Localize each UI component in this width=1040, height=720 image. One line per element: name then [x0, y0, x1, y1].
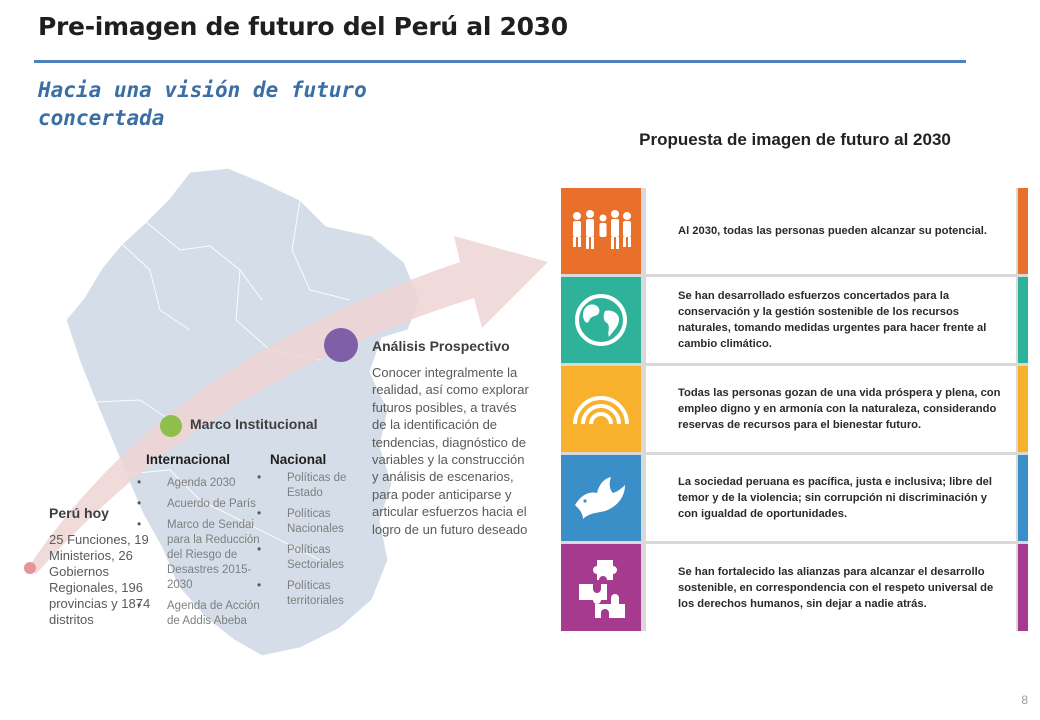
list-item: • Agenda 2030 — [167, 476, 269, 491]
analisis-body: Conocer integralmente la realidad, así como explorar futuros posibles, a través de la identificación de tendencias, diagnóstico de variables y la construcción y análisis de escenarios, para poder anticiparse y articular esfuerzos hacia el logro de un futuro deseado — [372, 365, 529, 537]
list-item: • Agenda de Acción de Addis Abeba — [167, 599, 269, 629]
vision-row — [561, 544, 1028, 631]
vision-text: Al 2030, todas las personas pueden alcanzar su potencial. — [646, 188, 1016, 274]
marco-heading: Marco Institucional — [190, 416, 318, 432]
peru-hoy-body: 25 Funciones, 19 Ministerios, 26 Gobiernos Regionales, 196 provincias y 1874 distritos — [49, 532, 151, 627]
list-item: • Políticas de Estado — [287, 471, 367, 501]
vision-text: Se han fortalecido las alianzas para alcanzar el desarrollo sostenible, en correspondencia con el respeto universal de los derechos humanos, sin dejar a nadie atrás. — [646, 544, 1016, 631]
rainbow-icon — [561, 366, 641, 452]
vision-row — [561, 188, 1028, 274]
people-icon — [561, 188, 641, 274]
vision-row — [561, 455, 1028, 541]
dove-icon — [561, 455, 641, 541]
list-item: • Políticas Sectoriales — [287, 543, 367, 573]
puzzle-icon — [561, 544, 641, 631]
list-item: • Políticas territoriales — [287, 579, 367, 609]
internacional-heading: Internacional — [146, 452, 231, 467]
page-subtitle: Hacia una visión de futuro concertada — [38, 78, 367, 130]
analisis-heading: Análisis Prospectivo — [372, 338, 510, 354]
title-underline — [34, 60, 966, 63]
list-item: • Políticas Nacionales — [287, 507, 367, 537]
list-item: • Acuerdo de París — [167, 497, 269, 512]
dot-marco-institucional — [160, 415, 182, 437]
vision-panel — [561, 188, 1028, 631]
nacional-list — [287, 471, 367, 615]
vision-text: Todas las personas gozan de una vida próspera y plena, con empleo digno y en armonía con la naturaleza, considerando reservas de recursos para el bienestar futuro. — [646, 366, 1016, 452]
internacional-list — [167, 476, 269, 635]
page-number: 8 — [1021, 693, 1028, 707]
dot-peru-hoy — [24, 562, 36, 574]
vision-row — [561, 277, 1028, 363]
vision-text: Se han desarrollado esfuerzos concertados para la conservación y la gestión sostenible de los recursos naturales, tomando medidas urgentes para hacer frente al cambio climático. — [646, 277, 1016, 363]
list-item: • Marco de Sendai para la Reducción del Riesgo de Desastres 2015-2030 — [167, 518, 269, 593]
page-title: Pre-imagen de futuro del Perú al 2030 — [38, 12, 568, 41]
nacional-heading: Nacional — [270, 452, 327, 467]
peru-hoy-heading: Perú hoy — [49, 505, 109, 521]
vision-row — [561, 366, 1028, 452]
panel-title: Propuesta de imagen de futuro al 2030 — [639, 130, 951, 149]
globe-icon — [561, 277, 641, 363]
vision-text: La sociedad peruana es pacífica, justa e inclusiva; libre del temor y de la violencia; sin corrupción ni discriminación y con igualdad de oportunidades. — [646, 455, 1016, 541]
dot-analisis-prospectivo — [324, 328, 358, 362]
